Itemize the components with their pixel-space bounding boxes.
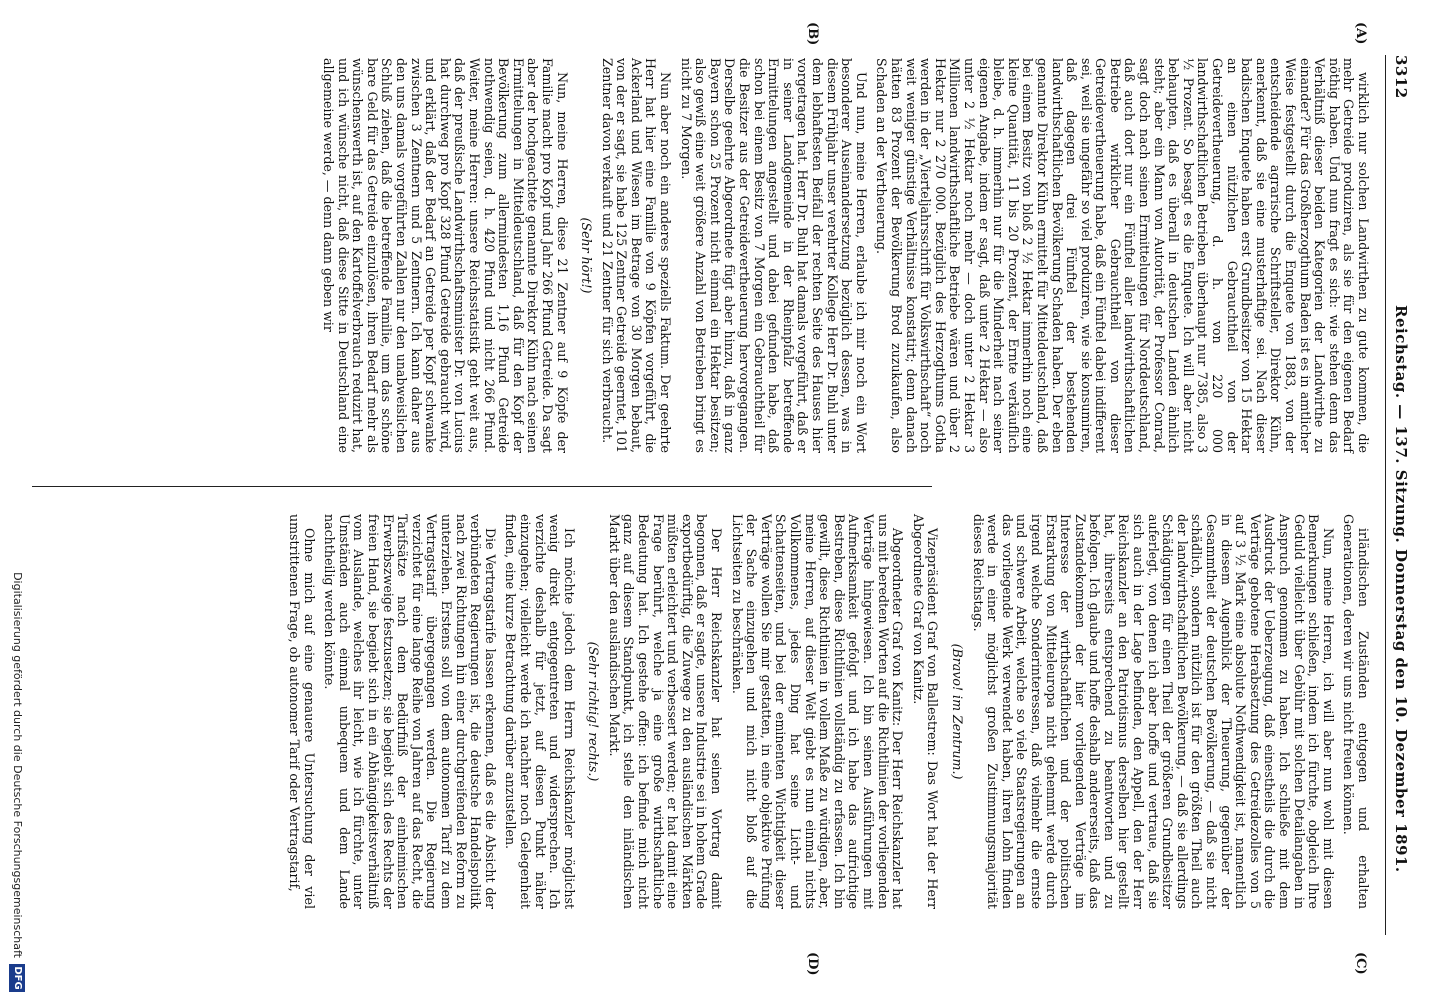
page-number: 3312 xyxy=(1392,55,1410,99)
stage-direction: (Sehr hört!) xyxy=(579,217,595,294)
paragraph: irländischen Zuständen entgegen und erhalten Generationen, deren wir uns nicht freuen können. xyxy=(1341,514,1371,909)
column-divider xyxy=(32,486,932,487)
paragraph: Ohne mich auf eine genauere Untersuchung der viel umstrittenen Frage, ob autonomer Tarif oder Vertragstarif, xyxy=(287,514,317,909)
right-column xyxy=(280,514,1370,909)
dfg-logo-icon: DFG xyxy=(9,964,25,992)
paragraph: Nun, meine Herren, diese 21 Zentner auf 9 Köpfe der Familie macht pro Kopf und Jahr 266 Pfund Getreide. Da sagt aber der hochgeachtete genannte Direktor Kühn nach seinen Ermittelungen in Mitteldeutschland, daß für den Kopf der Bevölkerung zum allermindesten 1,16 Pfund Getreide nothwendig seien, d. h. 420 Pfund und nicht 266 Pfund. Weiter, meine Herren: unsere Reichsstatistik geht weit aus, daß der preußische Landwirthschaftsminister Dr. von Lucius hat durchweg pro Kopf 328 Pfund Getreide gebraucht wird, und erklärt, daß der Bedarf an Getreide per Kopf schwanke zwischen 3 Zentnern und 5 Zentnern. Ich kann daher aus den uns damals vorgeführten Zahlen nur den unabweislichen Schluß ziehen, daß die betreffende Familie, um das schöne bare Geld für das Getreide einzulösen, ihren Bedarf mehr als wünschenswerth ist, auf den Kartoffelverbrauch reduzirt hat, und ich wünsche nicht, daß diese Sitte in Deutschland eine allgemeine werde, — denn dann geben wir xyxy=(321,58,570,453)
paragraph: Und nun, meine Herren, erlaube ich mir noch ein Wort besonderer Auseinandersetzung bezüglich dessen, was in diesem Frühjahr unser verehrter Kollege Herr Dr. Buhl unter dem lebhaftesten Beifall der rechten Seite des Hauses hier vorgetragen hat. Herr Dr. Buhl hat damals vorgeführt, daß er in seiner Landgemeinde in der Rheinpfalz betreffende Ermittelungen angestellt und dabei gefunden habe, daß schon bei einem Besitz von 7 Morgen ein Gebrauchtheil für die Besitzer aus der Getreidevertheuerung hervorgegangen. Derselbe geehrte Abgeordnete fügt aber hinzu, daß in ganz Bayern schon 25 Prozent nicht einmal ein Hektar besitzen; also gewiß eine weit größere Anzahl von Betrieben bringt es nicht zu 7 Morgen. xyxy=(678,58,869,453)
stage-direction: (Bravo! im Zentrum.) xyxy=(949,643,965,780)
margin-marker-a: (A) xyxy=(1353,22,1368,45)
paragraph: Die Vertragstarife lassen erkennen, daß es die Absicht der verbündeten Regierungen ist, die deutsche Handelspolitik nach zwei Richtungen hin einer durchgreifenden Reform zu unterziehen. Erstens soll von dem autonomen Tarif zu dem Vertragstarif übergegangen werden. Die Regierung verzichtet für eine lange Reihe von Jahren auf das Recht, die Tarifsätze nach dem Bedürfniß der einheimischen Erwerbszweige festzusetzen; sie begiebt sich des Rechts der freien Hand, sie begiebt sich in ein Abhängigkeitsverhältniß vom Auslande, welches ihr leicht, wie ich fürchte, unter Umständen auch einmal unbequem und dem Lande nachtheilig werden könnte. xyxy=(322,514,498,909)
margin-marker-b: (B) xyxy=(805,22,820,46)
page-header xyxy=(1385,55,1412,935)
paragraph: Vizepräsident Graf von Ballestrem: Das Wort hat der Herr Abgeordnete Graf von Kanitz. xyxy=(910,514,941,909)
funding-notice: Digitalisierung gefördert durch die Deutsche Forschungsgemeinschaft xyxy=(11,572,24,958)
margin-marker-d: (D) xyxy=(805,952,820,976)
paragraph: Der Herr Reichskanzler hat seinen Vortrag damit begonnen, daß er sagte, unsere Industrie sei in hohem Grade exportbedürftig, die Zuwege zu den ausländischen Märkten müßten erleichtert und verbessert werden; er hat damit eine Frage berührt, welche ja eine große wirthschaftliche Bedeutung hat. Ich gestehe offen: ich befinde mich nicht ganz auf diesem Standpunkt, ich stelle den inländischen Markt über den ausländischen Markt. xyxy=(606,514,725,909)
margin-marker-c: (C) xyxy=(1353,952,1368,975)
page-title: Reichstag. — 137. Sitzung. Donnerstag den 10. Dezember 1891. xyxy=(1392,305,1410,873)
paragraph: Ich möchte jedoch dem Herrn Reichskanzler möglichst wenig direkt entgegentreten und widersprechen. Ich verzichte deshalb für jetzt, auf diesen Punkt näher einzugehen; vielleicht werde ich nachher noch Gelegenheit finden, eine kurze Betrachtung darüber anzustellen. xyxy=(503,514,577,909)
digitization-footer xyxy=(4,0,28,1000)
paragraph: wirklich nur solchen Landwirthen zu gute kommen, die mehr Getreide produziren, als sie für den eigenen Bedarf nöthig haben. Und nun fragt es sich: wie stehen denn das Verhältniß dieser beiden Kategorien der Landwirthe zu einander? Für das Großherzogthum Baden ist es in amtlicher Weise festgestellt durch die Enquete von 1883, von der entscheidende agrarische Schriftsteller, Direktor Kühn, anerkennt, daß sie eine musterhaftige sei. Nach dieser badischen Enquete haben erst Grundbesitzer von 15 Hektar an einen nützlichen Gebrauchtheil von der Getreidevertheuerung, d. h. von 220 000 landwirthschaftlichen Betrieben überhaupt nur 7385, also 3 ½ Prozent. So besagt es die Enquete. Ich will aber nicht behaupten, daß es überall in deutschen Landen ähnlich steht; aber ein Mann von Autorität, der Professor Conrad, sagt doch nach seinen Ermittelungen für Norddeutschland, daß auch dort nur ein Fünftel aller landwirthschaftlichen Betriebe wirklicher Gebrauchtheil von dieser Getreidevertheuerung habe, daß ein Fünftel dabei indifferent sei, weil sie ungefähr so viel produziren, wie sie konsumiren, daß dagegen drei Fünftel der bestehenden landwirthschaftlichen Bevölkerung Schaden haben. Der eben genannte Direktor Kühn ermittelt für Mitteldeutschland, daß bei einem Besitz von bloß 2 ½ Hektar immerhin noch eine kleine Quantität, 11 bis 20 Prozent, der Ernte verkäuflich bleibe, d. h. immerhin nur für die Minderheit nach seiner eigenen Angabe, indem er sagt, daß unter 2 Hektar — also unter 2 ½ Hektar noch mehr — doch unter 2 Hektar 3 Millionen landwirthschaftliche Betriebe wären und über 2 Hektar nur 2 270 000. Bezüglich des Herzogthums Gotha werden in der „Vierteljahrsschrift für Volkswirthschaft“ noch weit weniger günstige Verhältnisse konstatirt; denn danach hätten 83 Prozent der Bevölkerung Brod zuzukaufen, also Schaden an der Vertheuerung. xyxy=(874,58,1371,453)
paragraph: Abgeordneter Graf von Kanitz: Der Herr Reichskanzler hat uns mit beredten Worten auf die Richtlinien der vorliegenden Verträge hingewiesen. Ich bin seinen Ausführungen mit Aufmerksamkeit gefolgt und ich habe das aufrichtige Bestreben, diese Richtlinien vollständig zu erfassen. Ich bin gewillt, diese Richtlinien in vollem Maße zu würdigen, aber, meine Herren, auf dieser Welt giebt es nun einmal nichts Vollkommenes, jedes Ding hat seine Licht- und Schattenseiten, und bei der eminenten Wichtigkeit dieser Verträge wollen Sie mir gestatten, in eine objektive Prüfung der Sache einzugehen und mich nicht bloß auf die Lichtseiten zu beschränken. xyxy=(729,514,906,909)
left-column xyxy=(314,58,1370,453)
paragraph: Nun aber noch ein anderes speziells Faktum. Der geehrte Herr hat hier eine Familie von 9 Köpfen vorgeführt, die Ackerland und Wiesen im Betrage von 30 Morgen bebaut, von der er sagt, sie habe 125 Zentner Getreide geerntet, 101 Zentner davon verkauft und 21 Zentner für sich verbraucht. xyxy=(599,58,674,453)
stage-direction: (Sehr richtig! rechts.) xyxy=(586,641,602,782)
paragraph: Nun, meine Herren, ich will aber nun wohl mit diesen Bemerkungen schließen, indem ich fürchte, obgleich Ihre Geduld vielleicht über Gebühr mit solchen Detailangaben in Anspruch genommen zu haben. Ich schließe mit dem Ausdruck der Ueberzeugung, daß einestheils die durch die Verträge gebotene Herabsetzung des Getreidezolles von 5 auf 3 ½ Mark eine absolute Nothwendigkeit ist, namentlich in diesem Augenblick der Theuerung, gegenüber der Gesammtheit der deutschen Bevölkerung, — daß sie nicht schädlich, sondern nützlich ist für den größten Theil auch der landwirthschaftlichen Bevölkerung, — daß sie allerdings Schädigungen für einen Theil der größeren Grundbesitzer auferlegt, von denen ich aber hoffe und vertraue, daß sie sich auch in der Lage befinden, den Appell, den der Herr Reichskanzler an den Patriotismus derselben hier gestellt hat, ihrerseits entsprechend zu beantworten und zu befolgen. Ich glaube und hoffe deshalb andererseits, daß das Zustandekommen der hier vorliegenden Verträge im Interesse der wirthschaftlichen und der politischen Erstarkung von Mitteleuropa nicht gehemmt werde durch irgend welche Sonderinteressen, daß vielmehr die ernste und schwere Arbeit, welche so viele Staatsregierungen an das vorliegende Werk verwendet haben, ihren Lohn finden werde in einer möglichst großen Zustimmungsmajorität dieses Reichstags. xyxy=(970,514,1336,909)
